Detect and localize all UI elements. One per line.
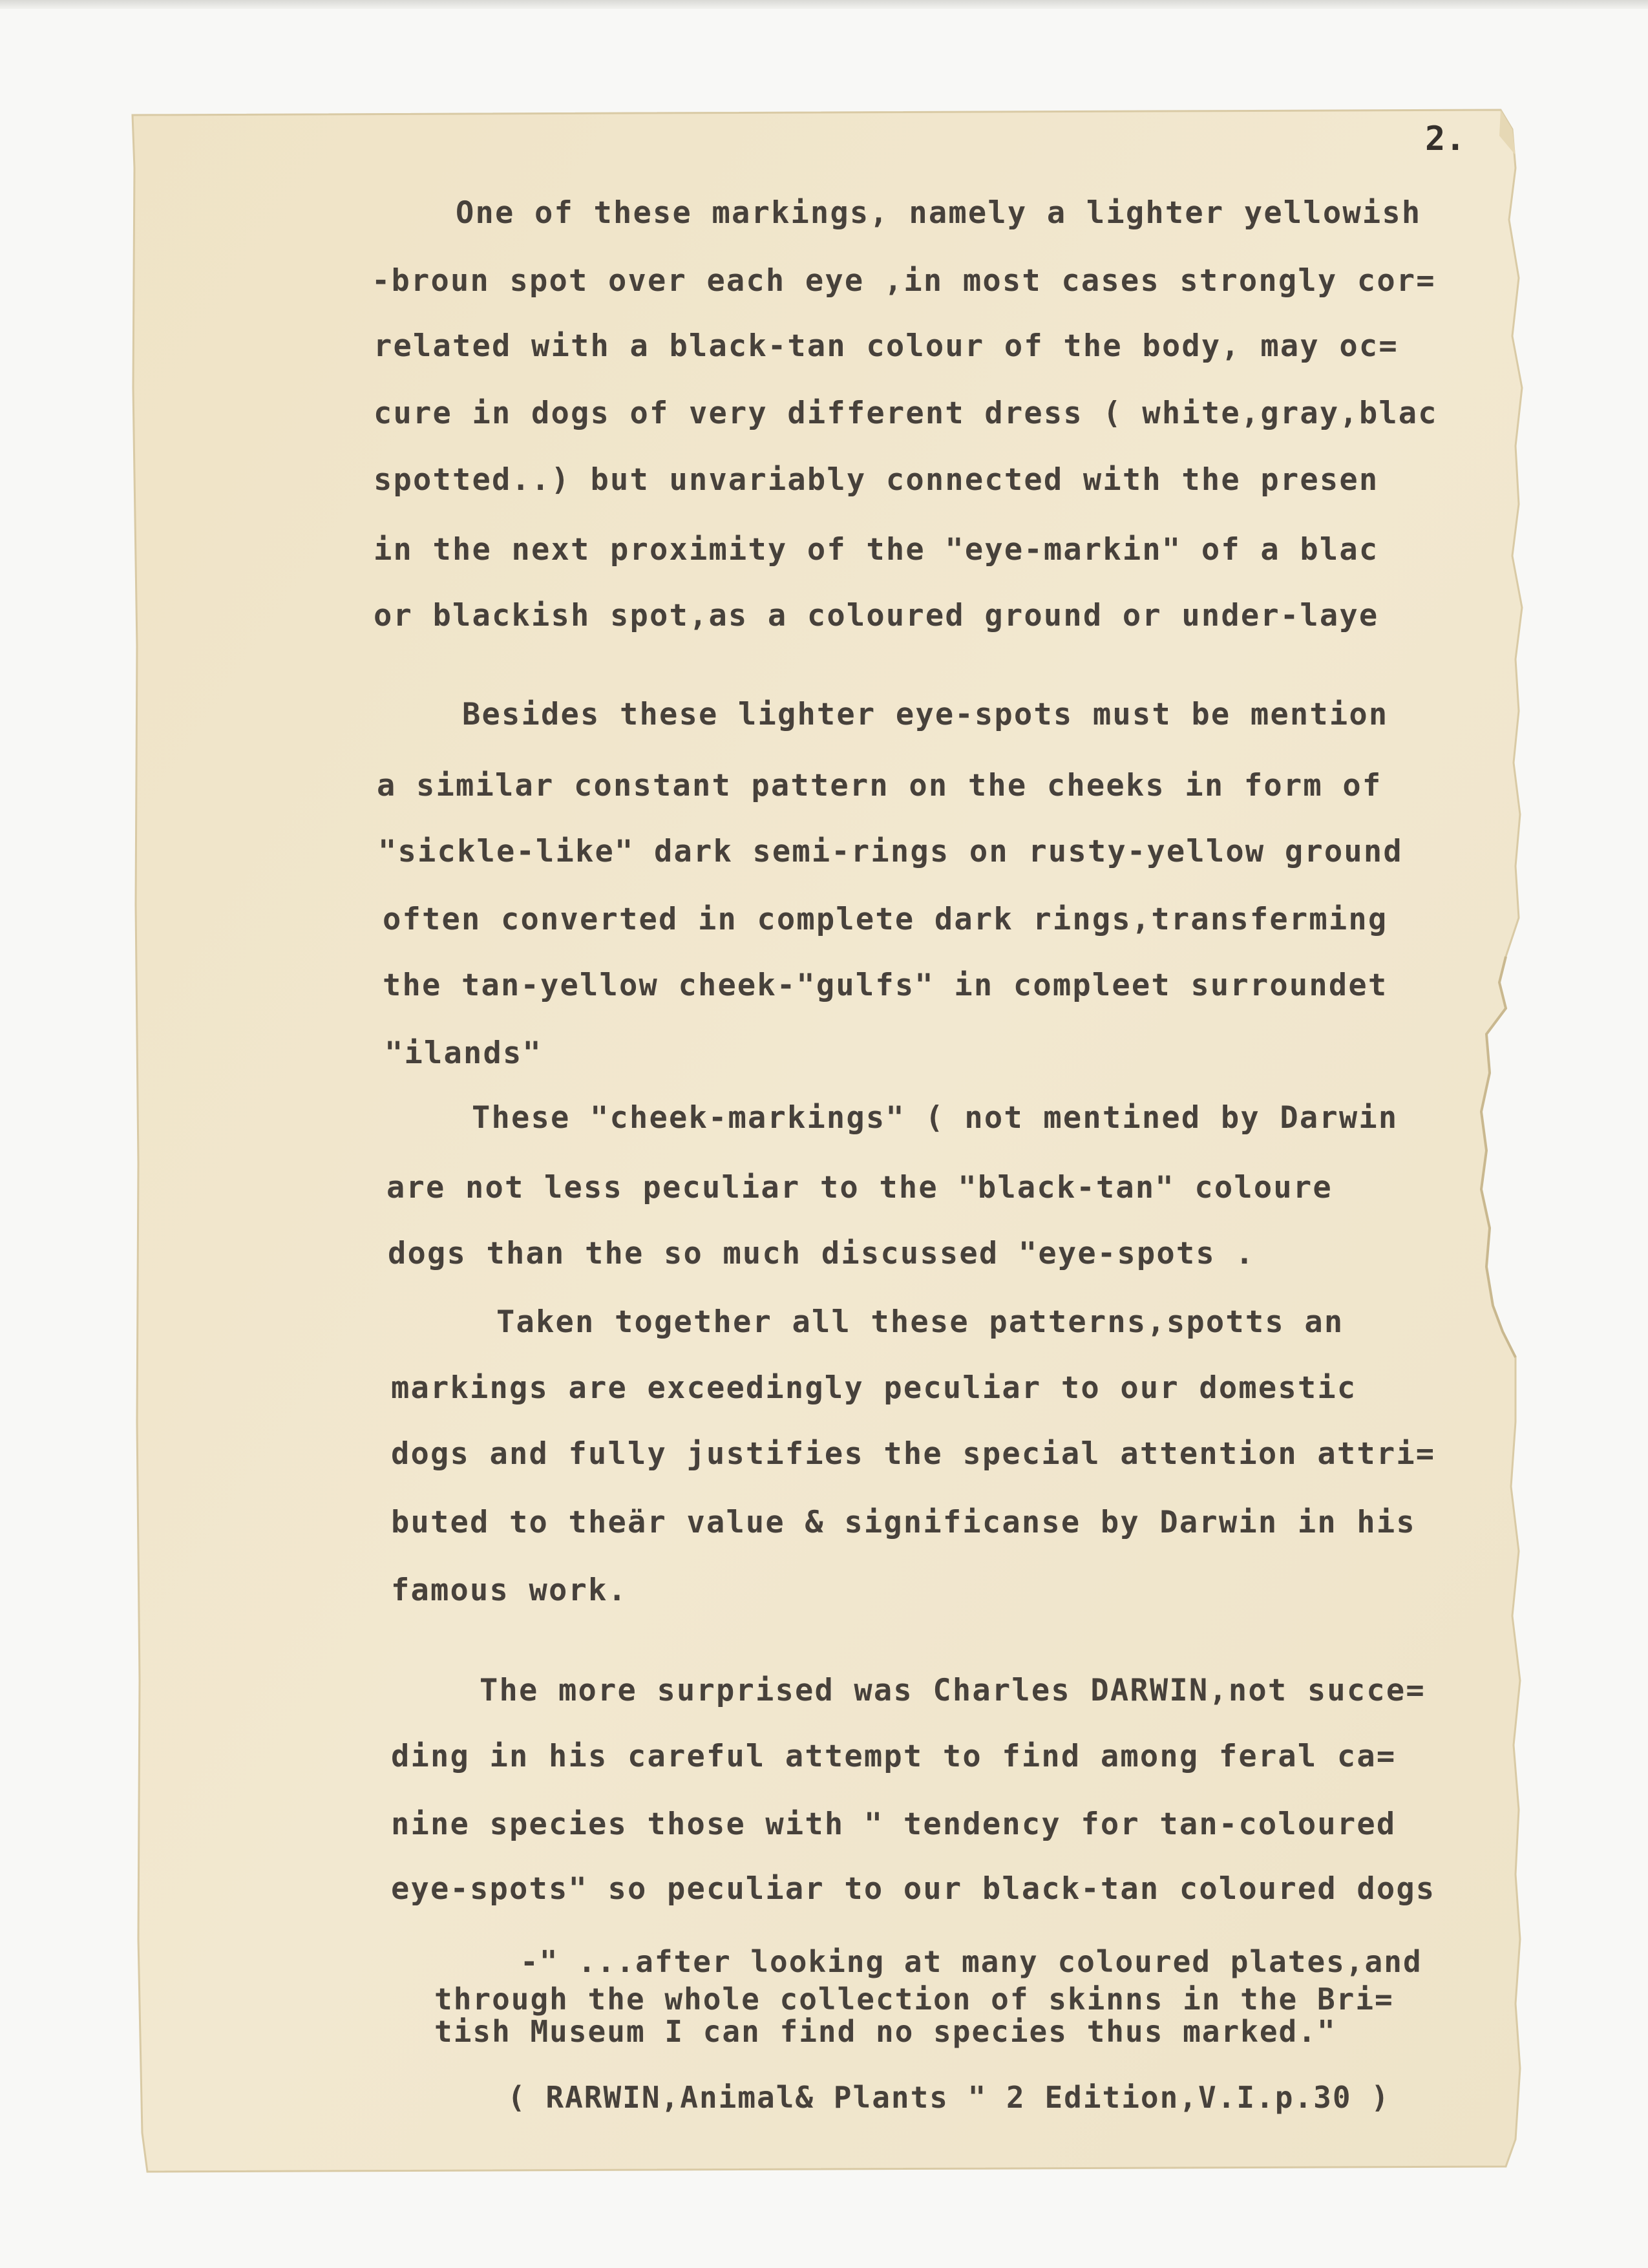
text-line: spotted..) but unvariably connected with the presen [374,462,1379,498]
text-line: markings are exceedingly peculiar to our domestic [391,1370,1357,1406]
quote-line: -" ...after looking at many coloured plates,and [520,1944,1422,1979]
page-number: 2. [1425,120,1466,158]
text-line: dogs than the so much discussed "eye-spots . [388,1236,1255,1271]
text-line: Besides these lighter eye-spots must be mention [462,697,1389,732]
text-line: nine species those with " tendency for tan-coloured [391,1807,1397,1842]
text-line: famous work. [391,1573,628,1608]
text-line: cure in dogs of very different dress ( white,gray,blac [374,396,1438,431]
text-line: One of these markings, namely a lighter yellowish [456,195,1422,231]
text-line: -broun spot over each eye ,in most cases strongly cor= [372,263,1436,299]
citation: ( RARWIN,Animal& Plants " 2 Edition,V.I.p.30 ) [507,2080,1390,2115]
text-line: eye-spots" so peculiar to our black-tan coloured dogs [391,1871,1436,1907]
text-line: "ilands" [385,1035,542,1071]
text-line: These "cheek-markings" ( not mentined by Darwin [472,1100,1399,1136]
text-line: "sickle-like" dark semi-rings on rusty-yellow ground [378,834,1403,869]
text-line: ding in his careful attempt to find among feral ca= [391,1739,1397,1774]
text-line: a similar constant pattern on the cheeks in form of [377,768,1382,803]
text-line: in the next proximity of the "eye-markin" of a blac [374,532,1379,567]
text-line: or blackish spot,as a coloured ground or under-laye [374,598,1379,633]
text-line: buted to theär value & significanse by Darwin in his [391,1505,1416,1540]
text-line: The more surprised was Charles DARWIN,not succe= [480,1673,1426,1708]
text-line: are not less peculiar to the "black-tan" coloure [386,1170,1333,1205]
text-line: often converted in complete dark rings,transferming [383,902,1388,937]
quote-line: through the whole collection of skinns in the Bri= [434,1982,1394,2017]
text-line: the tan-yellow cheek-"gulfs" in compleet surroundet [383,968,1388,1003]
text-line: related with a black-tan colour of the body, may oc= [374,328,1399,364]
quote-line: tish Museum I can find no species thus marked." [434,2014,1336,2049]
text-line: dogs and fully justifies the special attention attri= [391,1436,1436,1472]
text-line: Taken together all these patterns,spotts an [496,1304,1344,1340]
